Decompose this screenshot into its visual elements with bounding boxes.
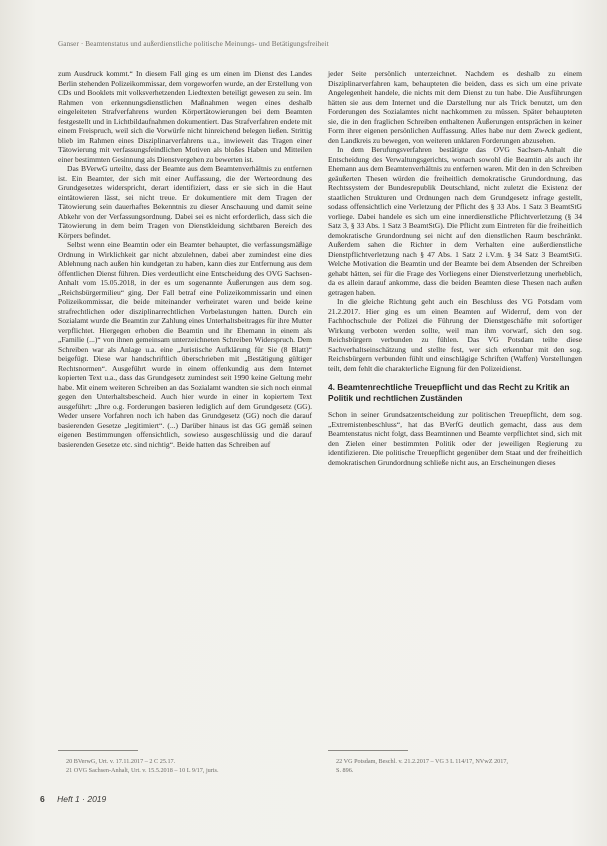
footnote: S. 896. [336,767,354,774]
footnotes-left [66,757,306,775]
paragraph: Schon in seiner Grundsatzentscheidung zur politischen Treuepflicht, dem sog. „Extremistenbeschluss“, hat das BVerfG deutlich gemacht, dass aus dem Beamtenstatus nicht folgt, dass Beamtinnen und Beamte verpflichtet sind, sich mit den Zielen einer bestimmten Politik oder der jeweiligen Regierung zu identifizieren. Die politische Treuepflicht gegenüber dem Staat und der freiheitlich demokratischen Grundordnung schließe nicht aus, an Erscheinungen dieses [328,410,582,467]
paragraph: zum Ausdruck kommt.“ In diesem Fall ging es um einen im Dienst des Landes Berlin stehenden Polizeikommissar, dem vorgeworfen wurde, an der Erstellung von CDs und Booklets mit volksverhetzenden Liedtexten beteiligt gewesen zu sein. Im Rahmen von erkennungsdienstlichen Maßnahmen wegen eines deshalb eingeleiteten Strafverfahrens wurden Körpertätowierungen bei dem Beamten festgestellt und in Lichtbildaufnahmen dokumentiert. Das Strafverfahren endete mit einem Freispruch, weil sich die Vorwürfe nicht hinreichend belegen ließen. Strittig blieb im Rahmen eines Disziplinarverfahrens u.a., inwieweit das Tragen einer Tätowierung mit verfassungsfeindlichen Motiven als bloßes Haben und Mitteilen einer bestimmten Gesinnung als Dienstvergehen zu bewerten ist. [58,69,312,164]
paragraph: jeder Seite persönlich unterzeichnet. Nachdem es deshalb zu einem Disziplinarverfahren kam, behaupteten die beiden, dass es sich um eine private Angelegenheit handele, die nichts mit dem Dienst zu tun habe. Die Ausführungen hätten sie aus dem Internet und die Darstellung nur als Trick benutzt, um den Forderungen des Sozialamtes nicht nachkommen zu müssen. Später behaupteten sie, die in den fraglichen Schreiben enthaltenen Äußerungen entsprächen in keiner Form ihrer eigenen persönlichen Auffassung. Alles habe nur dem Zweck gedient, den Landkreis zu bewegen, von weiteren unklaren Forderungen abzusehen. [328,69,582,145]
section-heading: 4. Beamtenrechtliche Treuepflicht und das Recht zu Kritik an Politik und rechtlichen Zuständen [328,382,570,403]
left-column [58,69,312,449]
footnote: 20 BVerwG, Urt. v. 17.11.2017 – 2 C 25.17. [66,758,176,765]
paragraph: Das BVerwG urteilte, dass der Beamte aus dem Beamtenverhältnis zu entfernen ist. Ein Beamter, der sich mit einer Auffassung, die der Werteordnung des Grundgesetzes widerspricht, derart identifiziert, dass er sie sich in die Haut eintätowieren lässt, sei nicht treue. Er dokumentiere mit dem Tragen der Tätowierung sein dauerhaftes Bekenntnis zu dieser Anschauung und damit seine Abkehr von der Verfassungsordnung. Dabei sei es nicht erforderlich, dass sich die Tätowierung in dem beim Tragen von Dienstkleidung sichtbaren Bereich des Körpers befindet. [58,164,312,240]
page-footer [40,794,106,804]
page-number: 6 [40,794,45,804]
running-head: Ganser · Beamtenstatus und außerdienstliche politische Meinungs- und Betätigungsfreiheit [58,40,329,48]
paragraph: In dem Berufungsverfahren bestätigte das OVG Sachsen-Anhalt die Entscheidung des Verwaltungsgerichts, wonach sowohl die Beamtin als auch ihr Ehemann aus dem Beamtenverhältnis zu entfernen waren. Mit den in den Schreiben geäußerten Thesen würden die freiheitlich demokratische Grundordnung, das Rechtssystem der Bundesrepublik Deutschland, nicht zuletzt die Existenz der staatlichen Strukturen und Ordnungen nach dem Grundgesetz infrage gestellt, sodass offensichtlich eine Verletzung der Pflicht des § 33 Abs. 1 Satz 3 BeamtStG vorliege. Dabei handele es sich um eine innerdienstliche Pflichtverletzung (§ 34 Satz 3, § 33 Abs. 1 Satz 3 BeamtStG). Die Pflicht zum Eintreten für die freiheitlich demokratische Grundordnung sei nicht auf den dienstlichen Raum beschränkt. Außerdem sahen die Richter in dem Verhalten eine außerdienstliche Dienstpflichtverletzung nach § 47 Abs. 1 Satz 2 i.V.m. § 34 Satz 3 BeamtStG. Welche Motivation die Beamtin und der Beamte bei dem Absenden der Schreiben gehabt hätten, sei für die Frage des Vorliegens einer Dienstverletzung unerheblich, da es allein darauf ankomme, dass die beiden Beamten diese Thesen nach außen getragen haben. [328,145,582,297]
journal-issue: Heft 1 · 2019 [57,794,107,804]
footnote: 22 VG Potsdam, Beschl. v. 21.2.2017 – VG 3 L 114/17, NVwZ 2017, [336,758,508,765]
footnote-rule-left [58,750,138,751]
footnotes-right [336,757,576,775]
paragraph: In die gleiche Richtung geht auch ein Beschluss des VG Potsdam vom 21.2.2017. Hier ging es um einen Beamten auf Widerruf, dem von der Fachhochschule der Polizei die Führung der Dienstgeschäfte mit sofortiger Wirkung verboten werden sollte, weil man ihm vorwarf, sich den sog. Reichsbürgern verbunden zu fühlen. Das VG Potsdam teilte diese Sachverhaltseinschätzung und stellte fest, wer sich erkennbar mit den sog. Reichsbürgern verbunden fühlt und einschlägige Schriften (Waffen) Vorstellungen teilt, dem fehlt die charakterliche Eignung für den Polizeidienst. [328,297,582,373]
right-column [328,69,582,467]
paragraph: Selbst wenn eine Beamtin oder ein Beamter behauptet, die verfassungsmäßige Ordnung in Wirklichkeit gar nicht abzulehnen, dabei aber zumindest eine dies Ablehnung nach außen hin kundgetan zu haben, kann dies zur Entfernung aus dem öffentlichen Dienst führen. Dies verdeutlicht eine Entscheidung des OVG Sachsen-Anhalt vom 15.05.2018, in der es um sogenannte Äußerungen aus dem sog. „Reichsbürgermilieu“ ging. Der Fall betraf eine Polizeikommissarin und einen Polizeikommissar, die beide miteinander verheiratet waren und beide keine strafrechtlichen oder disziplinarrechtlichen Vorbelastungen hatten. Durch ein Sozialamt wurde die Beamtin zur Zahlung eines Unterhaltsbeitrages für ihre Mutter verpflichtet. Hiergegen erhoben die Beamtin und ihr Ehemann in einem als „Familie (...)“ von ihnen gemeinsam unterzeichneten Schreiben Widerspruch. Dem Schreiben war als Anlage u.a. eine „Juristische Aufklärung für Sie (8 Blatt)“ beigefügt. Diese war handschriftlich überschrieben mit „Bestätigung gültiger Rechtsnormen“. Ausgeführt wurde in einem offenkundig aus dem Internet kopierten Text u.a., dass das Grundgesetz zumindest seit 1990 keine Geltung mehr habe. Mit einem weiteren Schreiben an das Sozialamt wandten sie sich noch einmal gegen den Unterhaltsbescheid. Auch hier wurde in einer in kopiertem Text ausgeführt: „Ihre o.g. Forderungen basieren lediglich auf dem Grundgesetz (GG). Weder unsere Vorfahren noch ich haben das Grundgesetz (GG) noch die darauf basierenden Gesetze „legitimiert“. (...) Darüber hinaus ist das GG gemäß seinen eigenen Bestimmungen offensichtlich, sowieso ausgeschlüssig und die darauf basierenden Gesetze etc. sind nichtig“. Beide hatten das Schreiben auf [58,240,312,449]
footnote: 21 OVG Sachsen-Anhalt, Urt. v. 15.5.2018 – 10 L 9/17, juris. [66,767,219,774]
footnote-rule-right [328,750,408,751]
